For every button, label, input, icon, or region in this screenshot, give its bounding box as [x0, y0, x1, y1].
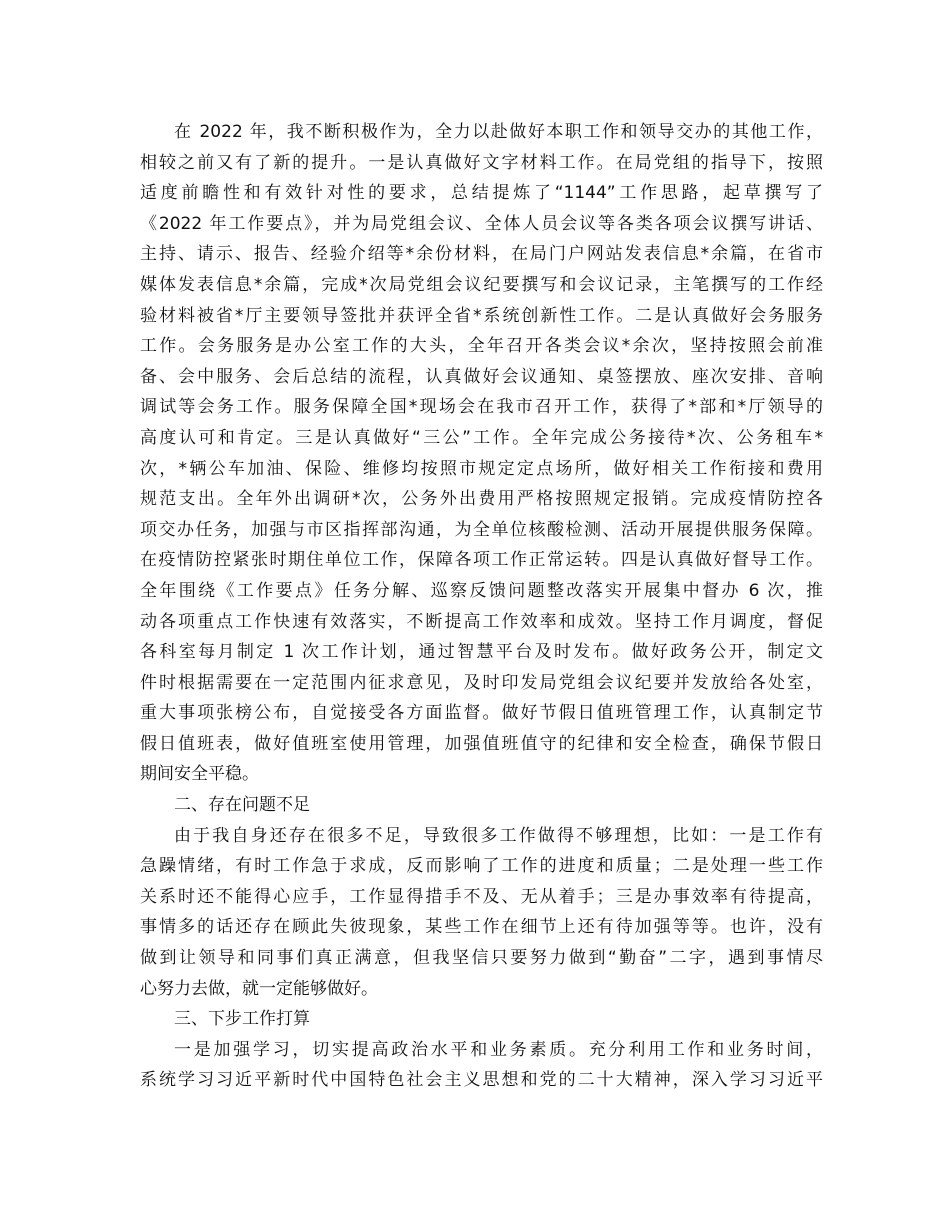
text-line: 规范支出。全年外出调研*次，公务外出费用严格按照规定报销。完成疫情防控各 — [140, 489, 823, 510]
text-line: 一是加强学习，切实提高政治水平和业务素质。充分利用工作和业务时间， — [174, 1039, 823, 1060]
document-page — [140, 117, 823, 1096]
text-line: 急躁情绪，有时工作急于求成，反而影响了工作的进度和质量；二是处理一些工作 — [140, 856, 823, 877]
text-line: 验材料被省*厅主要领导签批并获评全省*系统创新性工作。二是认真做好会务服务 — [140, 305, 823, 326]
text-line: 期间安全平稳。 — [140, 764, 259, 785]
text-line: 《2022 年工作要点》，并为局党组会议、全体人员会议等各类各项会议撰写讲话、 — [140, 213, 823, 234]
text-line: 重大事项张榜公布，自觉接受各方面监督。做好节假日值班管理工作，认真制定节 — [140, 703, 823, 724]
text-line: 在疫情防控紧张时期住单位工作，保障各项工作正常运转。四是认真做好督导工作。 — [140, 550, 823, 571]
text-line: 相较之前又有了新的提升。一是认真做好文字材料工作。在局党组的指导下，按照 — [140, 152, 823, 173]
text-line: 全年围绕《工作要点》任务分解、巡察反馈问题整改落实开展集中督办 6 次，推 — [140, 580, 823, 601]
text-line: 媒体发表信息*余篇，完成*次局党组会议纪要撰写和会议记录，主笔撰写的工作经 — [140, 274, 823, 295]
text-line: 适度前瞻性和有效针对性的要求，总结提炼了“1144”工作思路，起草撰写了 — [140, 183, 823, 204]
text-line: 事情多的话还存在顾此失彼现象，某些工作在细节上还有待加强等等。也许，没有 — [140, 917, 823, 938]
text-line: 高度认可和肯定。三是认真做好“三公”工作。全年完成公务接待*次、公务租车* — [140, 427, 823, 448]
paragraph-work-summary — [140, 117, 823, 790]
text-line: 次，*辆公车加油、保险、维修均按照市规定定点场所，做好相关工作衔接和费用 — [140, 458, 823, 479]
text-line: 动各项重点工作快速有效落实，不断提高工作效率和成效。坚持工作月调度，督促 — [140, 611, 823, 632]
text-line: 主持、请示、报告、经验介绍等*余份材料，在局门户网站发表信息*余篇，在省市 — [140, 244, 823, 265]
text-line: 假日值班表，做好值班室使用管理，加强值班值守的纪律和安全检查，确保节假日 — [140, 733, 823, 754]
text-line: 工作。会务服务是办公室工作的大头，全年召开各类会议*余次，坚持按照会前准 — [140, 336, 823, 357]
section-heading-problems: 二、存在问题不足 — [174, 795, 310, 816]
text-line: 调试等会务工作。服务保障全国*现场会在我市召开工作，获得了*部和*厅领导的 — [140, 397, 823, 418]
text-line: 做到让领导和同事们真正满意，但我坚信只要努力做到“勤奋”二字，遇到事情尽 — [140, 948, 823, 969]
text-line: 项交办任务，加强与市区指挥部沟通，为全单位核酸检测、活动开展提供服务保障。 — [140, 519, 823, 540]
text-line: 关系时还不能得心应手，工作显得措手不及、无从着手；三是办事效率有待提高， — [140, 886, 823, 907]
text-line: 心努力去做，就一定能够做好。 — [140, 978, 378, 999]
section-heading-next-steps: 三、下步工作打算 — [174, 1009, 310, 1030]
text-line: 件时根据需要在一定范围内征求意见，及时印发局党组会议纪要并发放给各处室， — [140, 672, 823, 693]
paragraph-next-steps — [140, 1035, 823, 1096]
text-line: 在 2022 年，我不断积极作为，全力以赴做好本职工作和领导交办的其他工作， — [174, 122, 823, 142]
text-line: 备、会中服务、会后总结的流程，认真做好会议通知、桌签摆放、座次安排、音响 — [140, 366, 823, 387]
text-line: 由于我自身还存在很多不足，导致很多工作做得不够理想，比如：一是工作有 — [174, 825, 823, 846]
text-line: 系统学习习近平新时代中国特色社会主义思想和党的二十大精神，深入学习习近平 — [140, 1070, 823, 1091]
text-line: 各科室每月制定 1 次工作计划，通过智慧平台及时发布。做好政务公开，制定文 — [140, 642, 823, 663]
paragraph-problems — [140, 821, 823, 1005]
